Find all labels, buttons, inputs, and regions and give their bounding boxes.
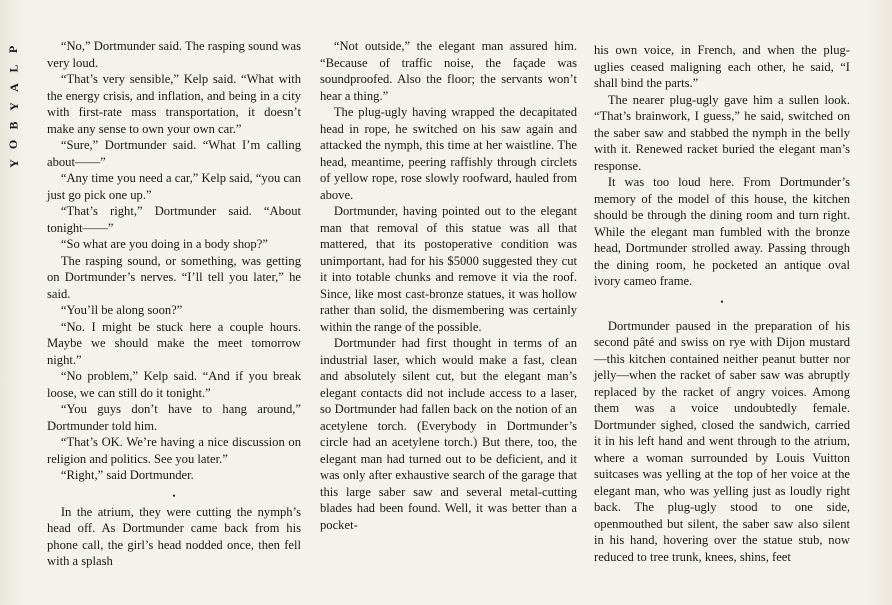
column-middle: [320, 38, 577, 533]
masthead-letter: B: [6, 121, 21, 130]
paragraph: “You guys don’t have to hang around,” Dortmunder told him.: [47, 402, 301, 433]
masthead-letter: O: [6, 139, 21, 150]
masthead-letter: A: [6, 83, 21, 92]
column-right: [594, 42, 850, 565]
masthead-letter: Y: [6, 102, 21, 111]
masthead-letter: P: [6, 45, 21, 54]
section-break-bullet: •: [172, 490, 176, 501]
masthead-vertical: [0, 40, 30, 180]
masthead-letter: Y: [6, 159, 21, 168]
spacer: [594, 310, 850, 318]
paragraph: Dortmunder, having pointed out to the elegant man that removal of this statue was all that mattered, that its postoperative condition was unimportant, had for his $5000 suggested they cut it into totable chunks and remove it via the roof. Since, like most cast-bronze statues, it was hollow rather than solid, the dismembering was certainly within the range of the possible.: [320, 204, 577, 334]
paragraph: “Sure,” Dortmunder said. “What I’m calling about——”: [47, 138, 301, 169]
column-left: [47, 38, 301, 570]
paragraph: “No. I might be stuck here a couple hours. Maybe we should make the meet tomorrow night.”: [47, 319, 301, 367]
paragraph: his own voice, in French, and when the plug-uglies ceased maligning each other, he said, “I shall bind the parts.”: [594, 43, 850, 90]
paragraph: “That’s right,” Dortmunder said. “About tonight——”: [47, 204, 301, 235]
paragraph: The rasping sound, or something, was getting on Dortmunder’s nerves. “I’ll tell you later,” he said.: [47, 253, 301, 301]
paragraph: The nearer plug-ugly gave him a sullen look. “That’s brainwork, I guess,” he said, switched on the saber saw and stabbed the nymph in the belly with it. Renewed racket buried the elegant man’s response.: [594, 92, 850, 173]
paragraph: “Not outside,” the elegant man assured him. “Because of traffic noise, the façade was soundproofed. Also the floor; the servants won’t hear a thing.”: [320, 39, 577, 103]
paragraph: Dortmunder had first thought in terms of an industrial laser, which would make a fast, clean and absolutely silent cut, but the elegant man’s elegant contacts did not include access to a laser, so Dortmunder had fallen back on the notion of an acetylene torch. (Everybody in Dortmunder’s circle had an acetylene torch.) But there, too, the elegant man had turned out to be deficient, and it was only after exhaustive search of the garage that this large saber saw and several metal-cutting blades had been found. Well, it was better than a pocket-: [320, 336, 577, 532]
section-break-bullet: •: [720, 296, 724, 307]
paragraph: “Any time you need a car,” Kelp said, “you can just go pick one up.”: [47, 171, 301, 202]
paragraph: “That’s OK. We’re having a nice discussion on religion and politics. See you later.”: [47, 435, 301, 466]
paragraph: It was too loud here. From Dortmunder’s memory of the model of this house, the kitchen should be through the dining room and turn right. While the elegant man fumbled with the bronze head, Dortmunder strolled away. Passing through the dining room, he pocketed an antique oval ivory cameo frame.: [594, 175, 850, 288]
paragraph: “Right,” said Dortmunder.: [60, 468, 194, 482]
paragraph: “No problem,” Kelp said. “And if you break loose, we can still do it tonight.”: [47, 369, 301, 400]
paragraph: “So what are you doing in a body shop?”: [60, 237, 268, 251]
paragraph: In the atrium, they were cutting the nymph’s head off. As Dortmunder came back from his phone call, the girl’s head nodded once, then fell with a splash: [47, 504, 301, 568]
masthead-letter: L: [6, 64, 21, 73]
paragraph: Dortmunder paused in the preparation of his second pâté and swiss on rye with Dijon mustard—this kitchen contained neither peanut butter nor jelly—when the racket of saber saw was abruptly replaced by the racket of angry voices. Among them was a voice undoubtedly female. Dortmunder sighed, closed the sandwich, carried it in his left hand and went through to the atrium, where a woman surrounded by Louis Vuitton suitcases was yelling at the top of her voice at the elegant man, who was yelling just as loudly right back. The plug-ugly stood to one side, openmouthed but silent, the saber saw also silent in his hand, hovering over the statue stub, now reduced to tree trunk, knees, shins, feet: [594, 318, 850, 564]
paragraph: “No,” Dortmunder said. The rasping sound was very loud.: [47, 39, 301, 70]
paragraph: “That’s very sensible,” Kelp said. “What with the energy crisis, and inflation, and being in a city with first-rate mass transportation, it doesn’t make any sense to own your own car.”: [47, 72, 301, 136]
paragraph: “You’ll be along soon?”: [60, 303, 183, 317]
paragraph: The plug-ugly having wrapped the decapitated head in rope, he switched on his saw again and attacked the nymph, this time at her waistline. The head, meantime, peering raffishly through circlets of yellow rope, rose slowly roofward, hauled from above.: [320, 105, 577, 202]
